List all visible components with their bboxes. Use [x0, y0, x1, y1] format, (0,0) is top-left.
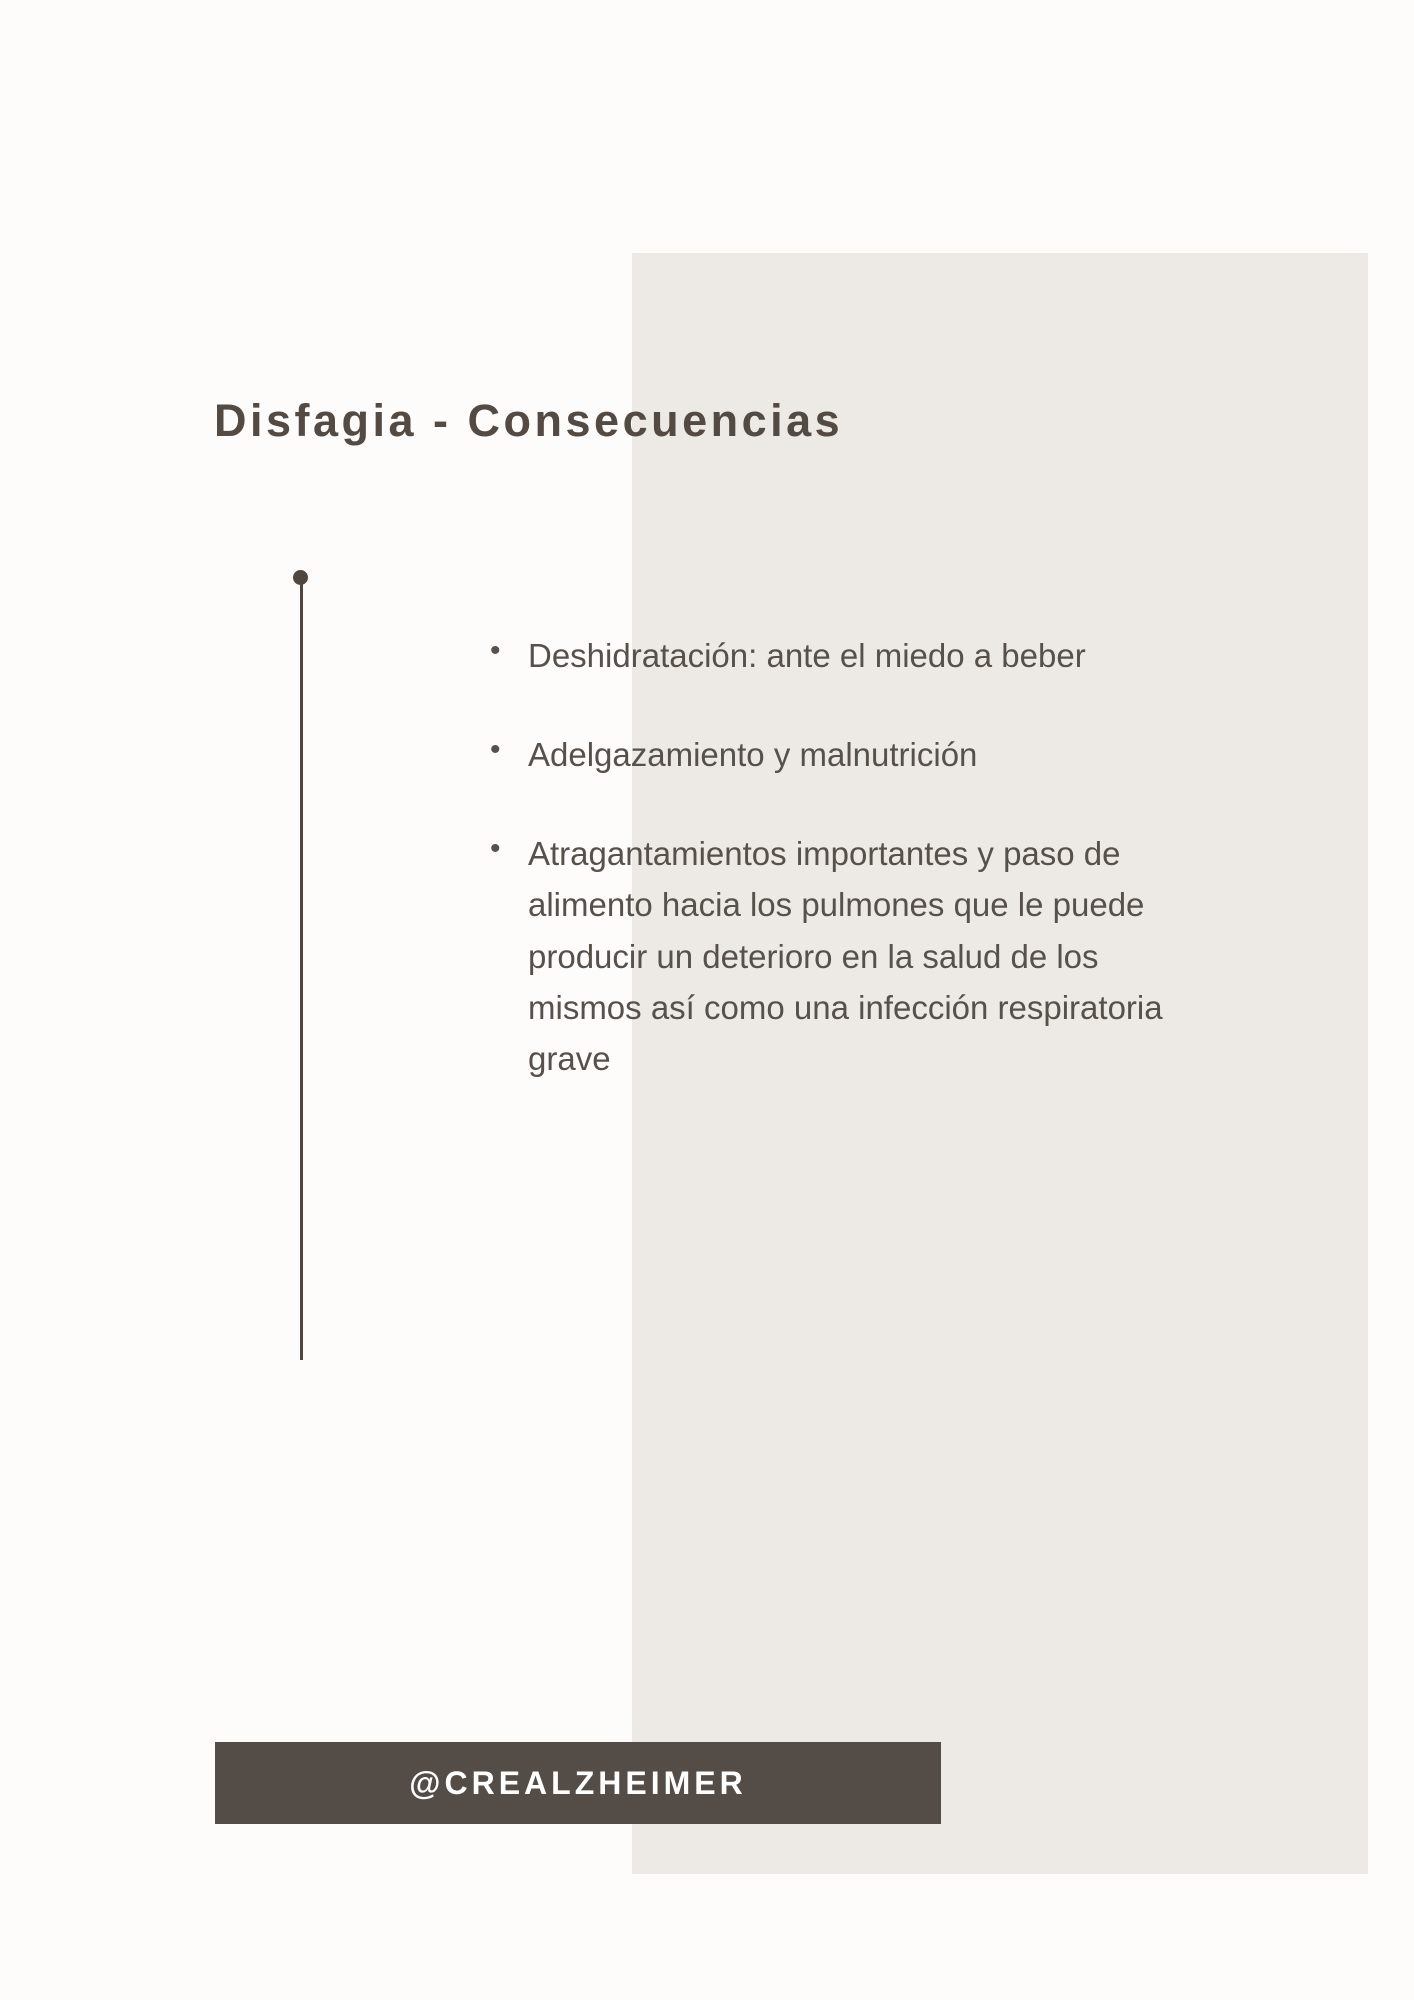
page-title: Disfagia - Consecuencias [214, 395, 844, 447]
list-item: • Atragantamientos importantes y paso de alimento hacia los pulmones que le puede producir un deterioro en la salud de los mismos así como una infección respiratoria grave [484, 828, 1164, 1084]
footer-handle-bar [215, 1742, 941, 1824]
consequences-list [484, 630, 1164, 1132]
list-item: • Adelgazamiento y malnutrición [484, 729, 1164, 780]
list-item: • Deshidratación: ante el miedo a beber [484, 630, 1164, 681]
social-handle: @CREALZHEIMER [409, 1764, 747, 1801]
timeline-line [300, 580, 303, 1360]
